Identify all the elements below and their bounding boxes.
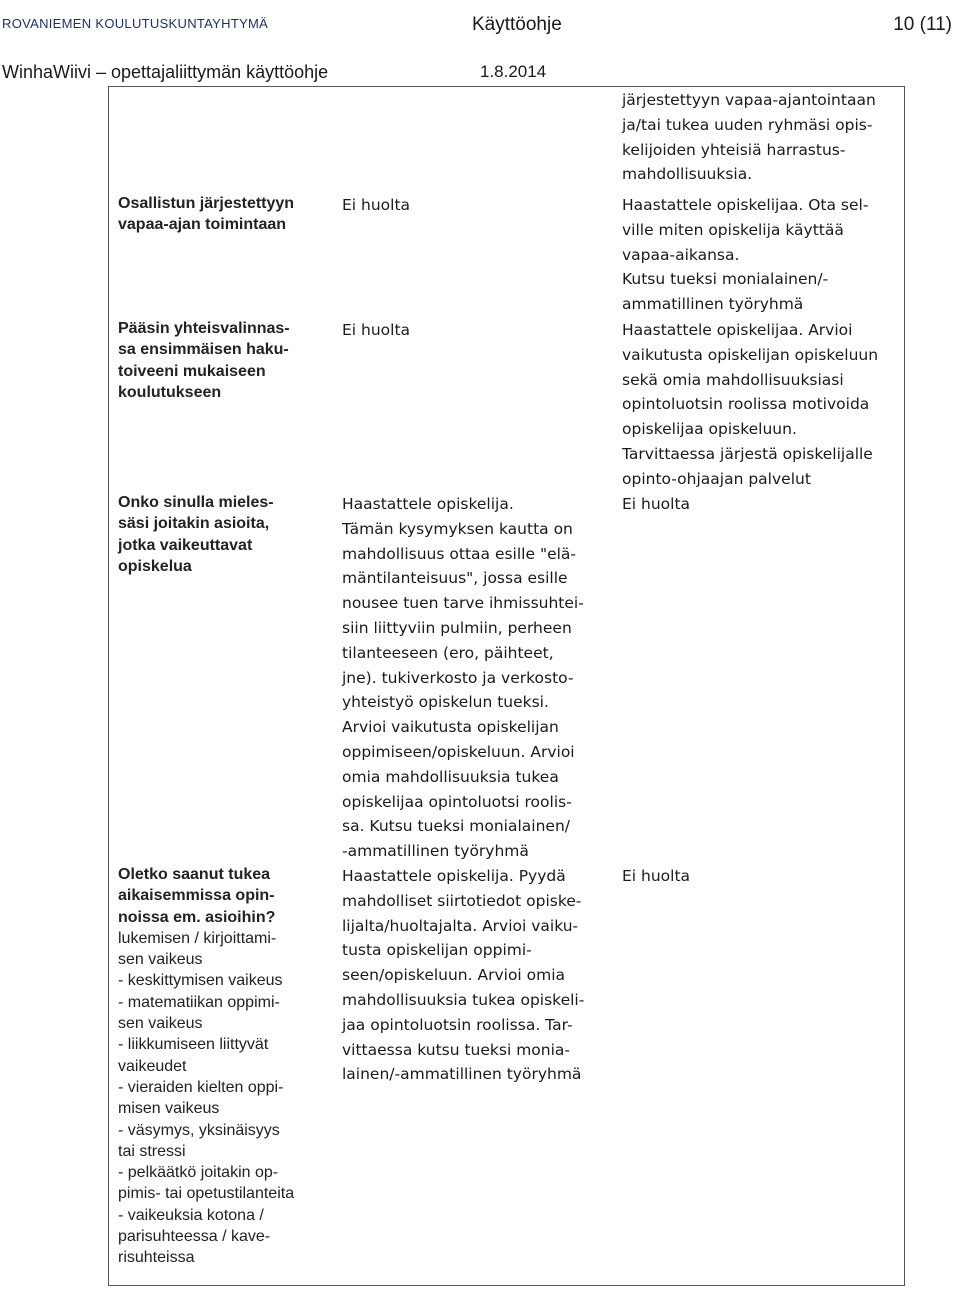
text-line: Haastattele opiskelija.	[342, 495, 514, 513]
text-line: lijalta/huoltajalta. Arvioi vaiku-	[342, 916, 579, 935]
text-line: Oletko saanut tukea	[118, 866, 271, 883]
text-line: opiskelijaa opintoluotsi roolis-	[342, 792, 572, 811]
row-3-question	[118, 492, 328, 577]
document-subtitle: WinhaWiivi – opettajaliittymän käyttöohje	[2, 62, 329, 82]
text-line: - keskittymisen vaikeus	[118, 972, 283, 990]
text-line: Pääsin yhteisvalinnas-	[118, 320, 290, 337]
text-line: - vaikeuksia kotona /	[118, 1206, 264, 1224]
text-line: Ei huolta	[622, 867, 691, 885]
text-line: mahdollisuuksia tukea opiskeli-	[342, 990, 585, 1009]
text-line: yhteistyö opiskelun tueksi.	[342, 693, 549, 712]
row-1-guidance	[622, 193, 900, 317]
row-3-guidance	[622, 492, 900, 517]
text-line: ammatillinen työryhmä	[622, 295, 804, 314]
text-line: tusta opiskelijan oppimi-	[342, 941, 532, 960]
row-2-question	[118, 318, 328, 403]
document-type: Käyttöohje	[472, 14, 562, 35]
question-detail-list	[118, 928, 328, 1269]
text-line: opiskelijaa opiskeluun.	[622, 420, 797, 439]
text-line: lukemisen / kirjoittami-	[118, 929, 277, 947]
text-line: Osallistun järjestettyyn	[118, 195, 295, 212]
question-text	[118, 492, 328, 577]
row-4-guidance	[622, 864, 900, 889]
text-line: toiveeni mukaiseen	[118, 362, 266, 380]
text-line: Kutsu tueksi monialainen/-	[622, 270, 829, 289]
text-line: kelijoiden yhteisiä harrastus-	[622, 140, 846, 159]
text-line: parisuhteessa / kave-	[118, 1228, 271, 1246]
row-2-guidance	[622, 318, 900, 492]
row-3-middle	[342, 492, 607, 864]
text-line: sa ensimmäisen haku-	[118, 341, 289, 359]
text-line: - liikkumiseen liittyvät	[118, 1036, 269, 1054]
text-line: Haastattele opiskelijaa. Arvioi	[622, 321, 853, 339]
text-line: seen/opiskeluun. Arvioi omia	[342, 966, 566, 985]
text-line: vittaessa kutsu tueksi monia-	[342, 1040, 570, 1059]
logo-text: ROVANIEMEN KOULUTUSKUNTAYHTYMÄ	[2, 16, 269, 31]
text-line: sen vaikeus	[118, 1015, 203, 1033]
text-line: omia mahdollisuuksia tukea	[342, 767, 559, 786]
text-line: vaikeudet	[118, 1057, 187, 1075]
text-line: -ammatillinen työryhmä	[342, 842, 529, 861]
text-line: siin liittyviin pulmiin, perheen	[342, 618, 572, 637]
row-1-question	[118, 193, 328, 236]
row-2-middle	[342, 318, 607, 343]
text-line: ja/tai tukea uuden ryhmäsi opis-	[622, 115, 873, 134]
text-line: jotka vaikeuttavat	[118, 536, 253, 554]
text-line: nousee tuen tarve ihmissuhtei-	[342, 594, 584, 613]
text-line: - väsymys, yksinäisyys	[118, 1121, 280, 1139]
text-line: Arvioi vaikutusta opiskelijan	[342, 718, 559, 737]
row-4-question	[118, 864, 328, 1269]
text-line: mahdollisuus ottaa esille "elä-	[342, 544, 577, 563]
text-line: vapaa-aikansa.	[622, 245, 740, 264]
text-line: sen vaikeus	[118, 951, 203, 969]
text-line: pimis- tai opetustilanteita	[118, 1185, 295, 1203]
text-line: jaa opintoluotsin roolissa. Tar-	[342, 1015, 573, 1034]
text-line: aikaisemmissa opin-	[118, 887, 275, 905]
row-1-middle	[342, 193, 607, 218]
text-line: säsi joitakin asioita,	[118, 515, 270, 533]
text-line: oppimiseen/opiskeluun. Arvioi	[342, 742, 575, 761]
text-line: Onko sinulla mieles-	[118, 494, 274, 511]
text-line: mahdollisuuksia.	[622, 165, 753, 184]
question-text	[118, 318, 328, 403]
text-line: Haastattele opiskelija. Pyydä	[342, 867, 566, 885]
text-line: Ei huolta	[342, 321, 411, 339]
text-line: järjestettyyn vapaa-ajantointaan	[622, 91, 876, 109]
text-line: opintoluotsin roolissa motivoida	[622, 395, 870, 414]
text-line: koulutukseen	[118, 383, 222, 401]
text-line: opiskelua	[118, 557, 192, 575]
text-line: Haastattele opiskelijaa. Ota sel-	[622, 196, 869, 214]
text-line: mäntilanteisuus", jossa esille	[342, 569, 568, 588]
text-line: sa. Kutsu tueksi monialainen/	[342, 817, 570, 836]
text-line: Ei huolta	[342, 196, 411, 214]
text-line: misen vaikeus	[118, 1100, 220, 1118]
text-line: - pelkäätkö joitakin op-	[118, 1164, 279, 1182]
document-date: 1.8.2014	[480, 62, 547, 81]
text-line: ville miten opiskelija käyttää	[622, 220, 844, 239]
text-line: mahdolliset siirtotiedot opiske-	[342, 891, 582, 910]
text-line: Ei huolta	[622, 495, 691, 513]
organization-logo	[0, 0, 300, 48]
text-line: jne). tukiverkosto ja verkosto-	[342, 668, 574, 687]
text-line: - matematiikan oppimi-	[118, 993, 280, 1011]
text-line: vaikutusta opiskelijan opiskeluun	[622, 345, 879, 364]
text-line: tilanteeseen (ero, päihteet,	[342, 643, 554, 662]
text-line: lainen/-ammatillinen työryhmä	[342, 1065, 582, 1084]
row-4-middle	[342, 864, 607, 1087]
text-line: tai stressi	[118, 1142, 186, 1160]
page-number: 10 (11)	[893, 14, 952, 35]
text-line: vapaa-ajan toimintaan	[118, 216, 287, 234]
text-line: - vieraiden kielten oppi-	[118, 1078, 284, 1096]
text-line: sekä omia mahdollisuuksiasi	[622, 370, 844, 389]
question-text	[118, 864, 328, 928]
text-line: opinto-ohjaajan palvelut	[622, 469, 811, 488]
text-line: risuhteissa	[118, 1249, 195, 1267]
text-line: Tämän kysymyksen kautta on	[342, 519, 573, 538]
text-line: noissa em. asioihin?	[118, 908, 276, 926]
question-text	[118, 193, 328, 236]
text-line: Tarvittaessa järjestä opiskelijalle	[622, 444, 873, 463]
row-0-guidance	[622, 88, 900, 187]
